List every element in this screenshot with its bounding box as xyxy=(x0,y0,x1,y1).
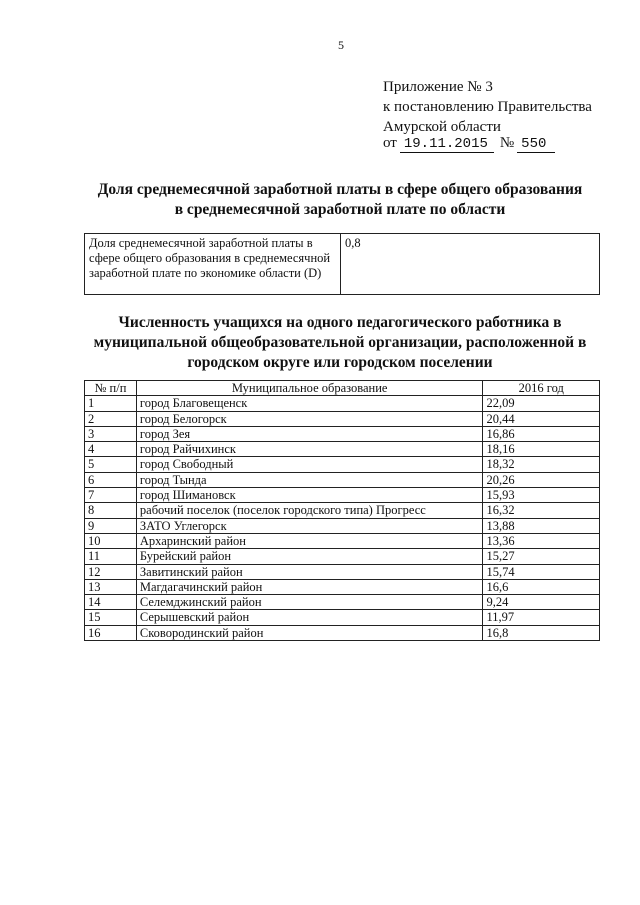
table-row xyxy=(85,625,600,640)
table-row xyxy=(85,503,600,518)
row-num: 4 xyxy=(85,442,137,457)
share-table xyxy=(84,233,600,295)
row-num: 16 xyxy=(85,625,137,640)
row-value: 16,86 xyxy=(483,426,600,441)
row-municipality: Завитинский район xyxy=(136,564,483,579)
row-municipality: ЗАТО Углегорск xyxy=(136,518,483,533)
share-value: 0,8 xyxy=(341,234,600,295)
table-row xyxy=(85,579,600,594)
table-row xyxy=(85,610,600,625)
row-num: 11 xyxy=(85,549,137,564)
row-value: 18,32 xyxy=(483,457,600,472)
table-row xyxy=(85,518,600,533)
row-municipality: город Свободный xyxy=(136,457,483,472)
row-num: 5 xyxy=(85,457,137,472)
table-header-row xyxy=(85,381,600,396)
row-municipality: Серышевский район xyxy=(136,610,483,625)
appendix-title: Приложение № 3 xyxy=(383,79,493,95)
row-value: 18,16 xyxy=(483,442,600,457)
students-per-teacher-table xyxy=(84,380,600,641)
row-num: 15 xyxy=(85,610,137,625)
resolution-date: 19.11.2015 xyxy=(400,136,494,153)
share-row xyxy=(85,234,600,295)
row-value: 15,74 xyxy=(483,564,600,579)
row-value: 13,36 xyxy=(483,533,600,548)
row-num: 1 xyxy=(85,396,137,411)
row-num: 14 xyxy=(85,595,137,610)
section1-title-line2: в среднемесячной заработной плате по области xyxy=(174,201,506,218)
table-row xyxy=(85,488,600,503)
appendix-date-line xyxy=(383,133,623,153)
row-value: 15,93 xyxy=(483,488,600,503)
section2-title-line1: Численность учащихся на одного педагогического работника в xyxy=(118,314,562,331)
row-num: 12 xyxy=(85,564,137,579)
table-row xyxy=(85,396,600,411)
appendix-block xyxy=(383,77,623,153)
row-value: 11,97 xyxy=(483,610,600,625)
row-municipality: город Тында xyxy=(136,472,483,487)
table-row xyxy=(85,411,600,426)
section1-title-line1: Доля среднемесячной заработной платы в сфере общего образования xyxy=(97,181,583,198)
table-row xyxy=(85,595,600,610)
row-municipality: Селемджинский район xyxy=(136,595,483,610)
table-row xyxy=(85,442,600,457)
row-num: 10 xyxy=(85,533,137,548)
row-num: 2 xyxy=(85,411,137,426)
row-municipality: Сковородинский район xyxy=(136,625,483,640)
section2-title-line3: городском округе или городском поселении xyxy=(187,354,493,371)
number-sign: № xyxy=(499,135,515,151)
table-row xyxy=(85,533,600,548)
table-row xyxy=(85,426,600,441)
table-row xyxy=(85,457,600,472)
section2-title xyxy=(80,313,600,373)
table-row xyxy=(85,549,600,564)
row-value: 13,88 xyxy=(483,518,600,533)
header-year: 2016 год xyxy=(483,381,600,396)
row-value: 22,09 xyxy=(483,396,600,411)
section1-title xyxy=(80,180,600,220)
row-num: 7 xyxy=(85,488,137,503)
page-number: 5 xyxy=(338,38,344,52)
row-num: 8 xyxy=(85,503,137,518)
share-description: Доля среднемесячной заработной платы в сфере общего образования в среднемесячной заработной плате по экономике области (D) xyxy=(85,234,341,295)
row-num: 9 xyxy=(85,518,137,533)
row-municipality: город Белогорск xyxy=(136,411,483,426)
row-municipality: рабочий поселок (поселок городского типа) Прогресс xyxy=(136,503,483,518)
row-num: 3 xyxy=(85,426,137,441)
row-municipality: Бурейский район xyxy=(136,549,483,564)
appendix-resolution: к постановлению Правительства xyxy=(383,99,592,115)
section2-title-line2: муниципальной общеобразовательной организации, расположенной в xyxy=(93,334,587,351)
from-label: от xyxy=(383,135,397,151)
row-municipality: Архаринский район xyxy=(136,533,483,548)
row-value: 20,44 xyxy=(483,411,600,426)
row-value: 20,26 xyxy=(483,472,600,487)
row-municipality: город Благовещенск xyxy=(136,396,483,411)
row-value: 9,24 xyxy=(483,595,600,610)
row-value: 16,32 xyxy=(483,503,600,518)
row-municipality: город Райчихинск xyxy=(136,442,483,457)
header-municipality: Муниципальное образование xyxy=(136,381,483,396)
row-value: 15,27 xyxy=(483,549,600,564)
row-num: 6 xyxy=(85,472,137,487)
header-num: № п/п xyxy=(85,381,137,396)
row-municipality: город Зея xyxy=(136,426,483,441)
row-municipality: Магдагачинский район xyxy=(136,579,483,594)
row-value: 16,8 xyxy=(483,625,600,640)
resolution-number: 550 xyxy=(517,136,555,153)
row-num: 13 xyxy=(85,579,137,594)
appendix-region: Амурской области xyxy=(383,119,501,135)
table-row xyxy=(85,564,600,579)
row-value: 16,6 xyxy=(483,579,600,594)
table-row xyxy=(85,472,600,487)
row-municipality: город Шимановск xyxy=(136,488,483,503)
